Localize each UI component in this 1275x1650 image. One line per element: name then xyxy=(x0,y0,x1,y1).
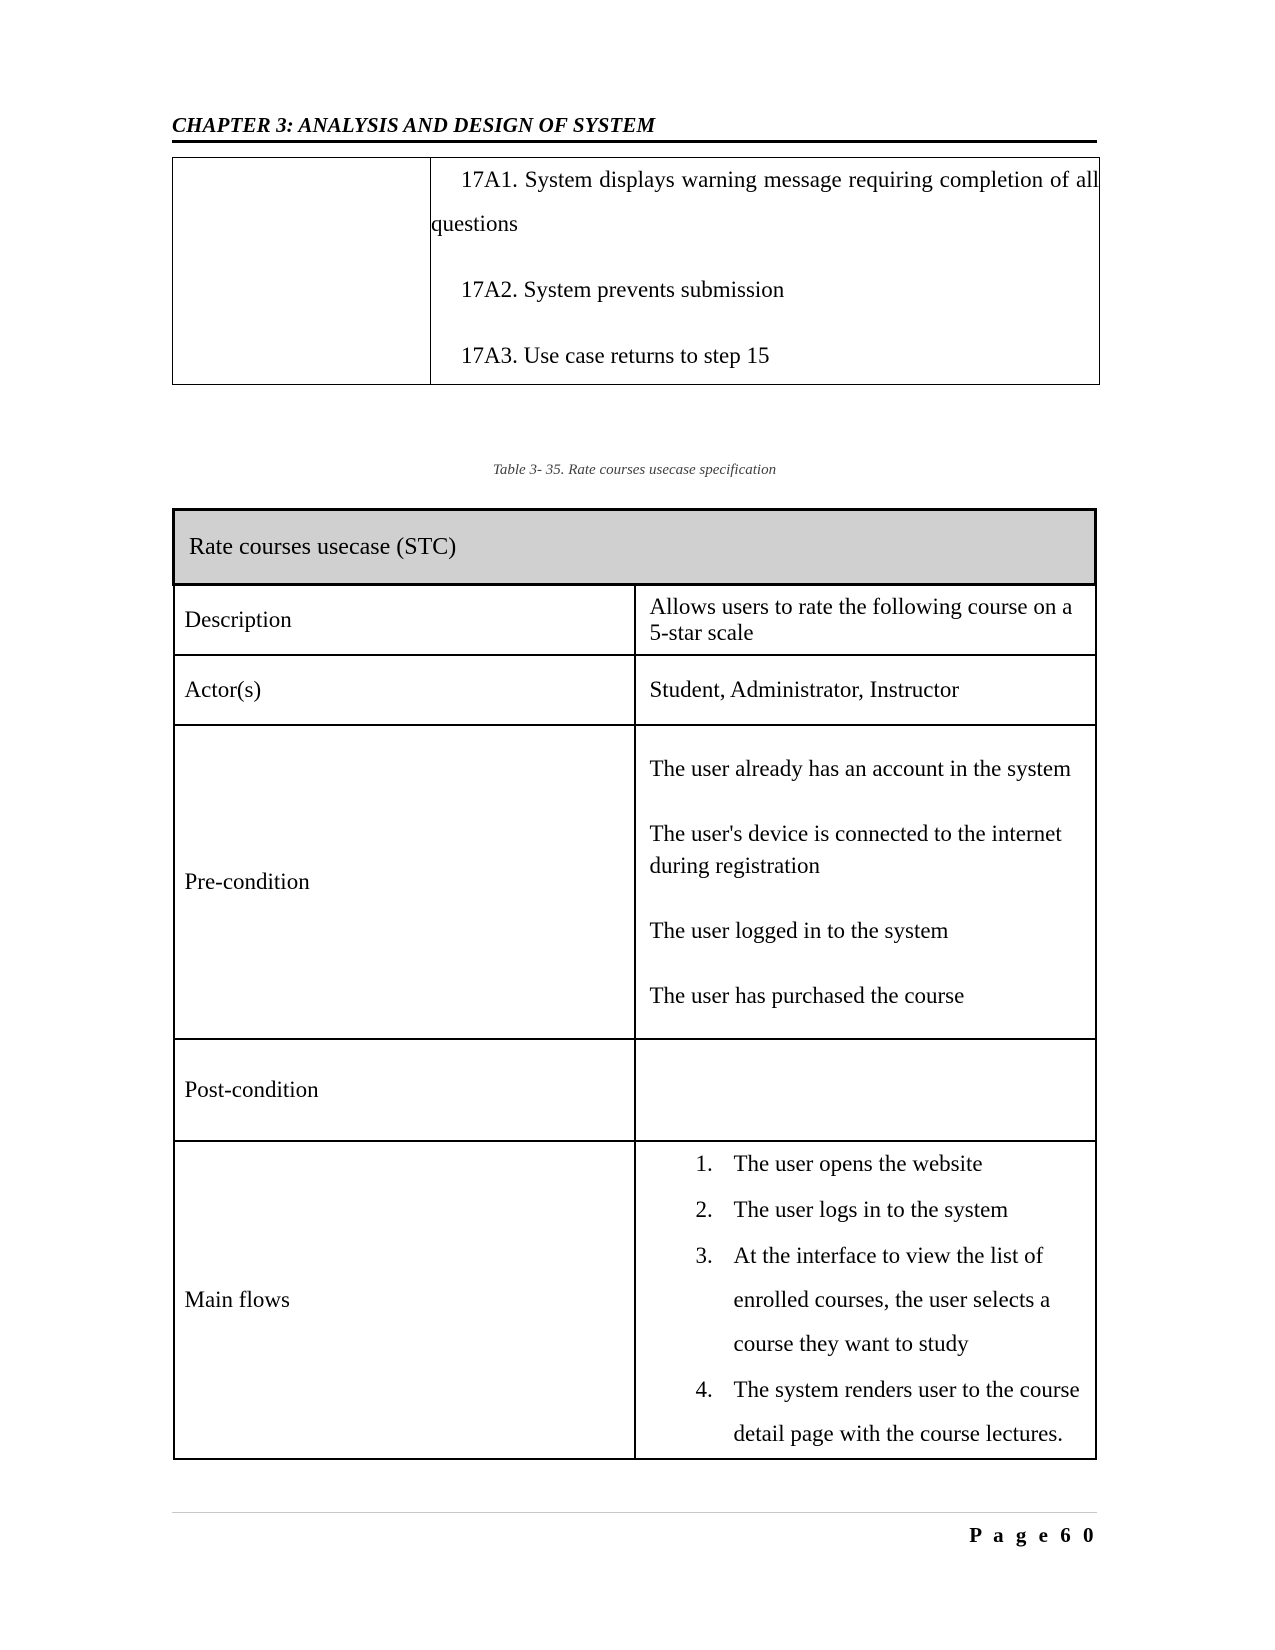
continued-label-cell xyxy=(173,158,431,385)
label-precondition: Pre-condition xyxy=(174,725,635,1039)
list-item: The user opens the website xyxy=(733,1151,983,1176)
running-footer xyxy=(172,1512,1097,1548)
footer-rule xyxy=(172,1512,1097,1513)
rate-courses-usecase-table xyxy=(172,508,1097,1460)
label-main-flows: Main flows xyxy=(174,1141,635,1459)
header-rule xyxy=(172,140,1097,143)
table-row xyxy=(173,158,1100,385)
list-item: The user already has an account in the system xyxy=(649,755,1072,781)
list-item: The user's device is connected to the internet during registration xyxy=(649,820,1062,878)
precondition-list xyxy=(650,753,1081,1012)
list-item: The user logs in to the system xyxy=(733,1197,1009,1222)
page-number: P a g e 6 0 xyxy=(969,1523,1097,1547)
running-header xyxy=(172,112,1097,143)
table-row-main-flows xyxy=(174,1141,1096,1459)
alternate-step-17A3: 17A3. Use case returns to step 15 xyxy=(461,343,770,368)
label-actors: Actor(s) xyxy=(174,655,635,725)
table-caption: Table 3- 35. Rate courses usecase specification xyxy=(492,462,777,478)
value-precondition xyxy=(635,725,1096,1039)
label-description: Description xyxy=(174,585,635,656)
continued-usecase-table xyxy=(172,157,1100,385)
list-item: The user logged in to the system xyxy=(649,917,949,943)
list-item: At the interface to view the list of enrolled courses, the user selects a course they want to study xyxy=(733,1243,1051,1356)
value-actors: Student, Administrator, Instructor xyxy=(635,655,1096,725)
table-row-actors xyxy=(174,655,1096,725)
table-row-postcondition xyxy=(174,1039,1096,1141)
value-description: Allows users to rate the following course on a 5-star scale xyxy=(635,585,1096,656)
table-row-precondition xyxy=(174,725,1096,1039)
value-main-flows xyxy=(635,1141,1096,1459)
table-title-row xyxy=(174,510,1096,585)
alternate-step-17A2: 17A2. System prevents submission xyxy=(461,277,785,302)
alternate-step-17A1: 17A1. System displays warning message requiring completion of all questions xyxy=(431,167,1099,236)
main-flows-list xyxy=(650,1142,1081,1456)
chapter-title: CHAPTER 3: ANALYSIS AND DESIGN OF SYSTEM xyxy=(172,113,656,137)
usecase-title: Rate courses usecase (STC) xyxy=(174,510,1096,585)
continued-steps-cell xyxy=(431,158,1100,385)
value-postcondition xyxy=(635,1039,1096,1141)
label-postcondition: Post-condition xyxy=(174,1039,635,1141)
list-item: The user has purchased the course xyxy=(649,982,965,1008)
table-row-description xyxy=(174,585,1096,656)
list-item: The system renders user to the course detail page with the course lectures. xyxy=(733,1377,1080,1446)
